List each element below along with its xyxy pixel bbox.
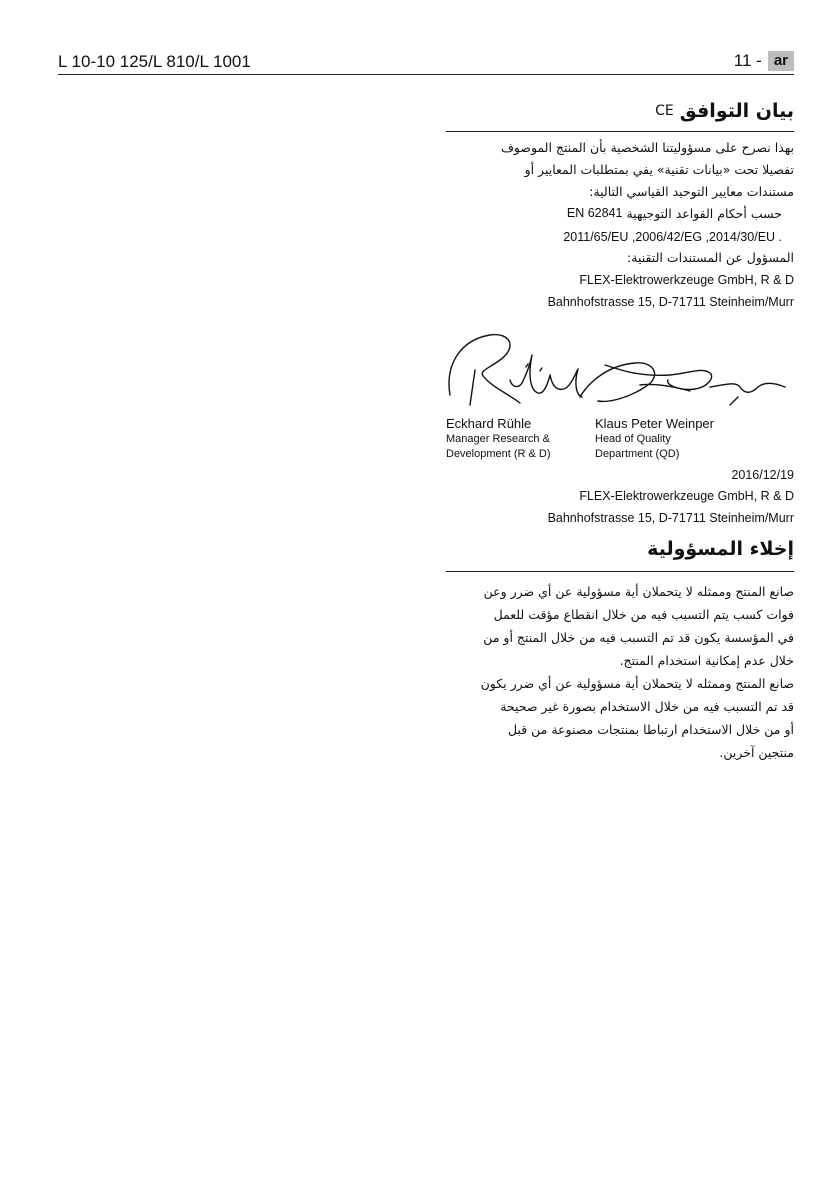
conformity-divider	[446, 131, 794, 132]
signatory-role	[446, 432, 551, 462]
disclaimer-text-line: فوات كسب يتم التسبب فيه من خلال انقطاع مؤقت للعمل	[493, 607, 794, 622]
signature-stroke	[449, 335, 520, 403]
disclaimer-title: إخلاء المسؤولية	[647, 538, 794, 560]
disclaimer-text-line: أو من خلال الاستخدام ارتباطا بمنتجات مصنوعة من قبل	[507, 722, 794, 737]
signature-company: FLEX-Elektrowerkzeuge GmbH, R & D	[579, 489, 794, 503]
disclaimer-divider	[446, 571, 794, 572]
conformity-text-line: تفصيلا تحت «بيانات تقنية» يفي بمتطلبات المعايير أو	[524, 162, 794, 177]
disclaimer-text-line: صانع المنتج وممثله لا يتحملان أية مسؤولية عن أي ضرر وعن	[483, 584, 794, 599]
conformity-text-line: بهذا نصرح على مسؤوليتنا الشخصية بأن المنتج الموصوف	[500, 140, 794, 155]
conformity-text-line: مستندات معايير التوحيد القياسي التالية:	[589, 184, 794, 199]
signature-stroke	[510, 355, 582, 397]
disclaimer-text-line: قد تم التسبب فيه من خلال الاستخدام بصورة غير صحيحة	[500, 699, 794, 714]
signature-stroke	[605, 365, 712, 389]
signature-stroke	[730, 397, 738, 405]
signature-stroke	[470, 370, 475, 405]
standard-code: EN 62841	[566, 206, 623, 220]
responsible-company: FLEX-Elektrowerkzeuge GmbH, R & D	[579, 273, 794, 287]
disclaimer-text-line: منتجين آخرين.	[719, 745, 794, 760]
signatory-name: Eckhard Rühle	[446, 416, 532, 431]
disclaimer-heading	[647, 538, 794, 560]
disclaimer-text-line: صانع المنتج وممثله لا يتحملان أية مسؤولية عن أي ضرر يكون	[480, 676, 794, 691]
disclaimer-text-line: في المؤسسة يكون قد تم التسبب فيه من خلال المنتج أو من	[483, 630, 794, 645]
standard-line	[567, 206, 782, 221]
conformity-title: بيان التوافق	[679, 100, 794, 122]
standard-text: حسب أحكام القواعد التوجيهية	[626, 206, 782, 221]
disclaimer-text-line: خلال عدم إمكانية استخدام المنتج.	[619, 653, 794, 668]
ce-mark-icon: CE	[655, 103, 674, 119]
directives-line: 2011/65/EU ,2006/42/EG ,2014/30/EU .	[563, 230, 782, 244]
signatory-role-line: Development (R & D)	[446, 448, 551, 460]
signatory-role	[595, 432, 679, 462]
responsible-label: المسؤول عن المستندات التقنية:	[627, 250, 794, 265]
signature-date: 2016/12/19	[731, 468, 794, 482]
signatory-role-line: Head of Quality	[595, 433, 671, 445]
conformity-heading	[655, 100, 794, 122]
language-badge: ar	[768, 51, 794, 71]
signatory-name: Klaus Peter Weinper	[595, 416, 714, 431]
page-indicator	[734, 51, 794, 71]
responsible-address: Bahnhofstrasse 15, D-71711 Steinheim/Murr	[547, 295, 794, 309]
signatory-role-line: Department (QD)	[595, 448, 680, 460]
header-divider	[58, 74, 794, 75]
signatures-image	[440, 325, 800, 415]
signature-stroke	[710, 383, 785, 392]
signatory-role-line: Manager Research &	[446, 433, 550, 445]
document-model-line: L 10-10 125/L 810/L 1001	[58, 52, 251, 71]
signature-address: Bahnhofstrasse 15, D-71711 Steinheim/Murr	[547, 511, 794, 525]
page-number: 11 -	[733, 51, 762, 70]
